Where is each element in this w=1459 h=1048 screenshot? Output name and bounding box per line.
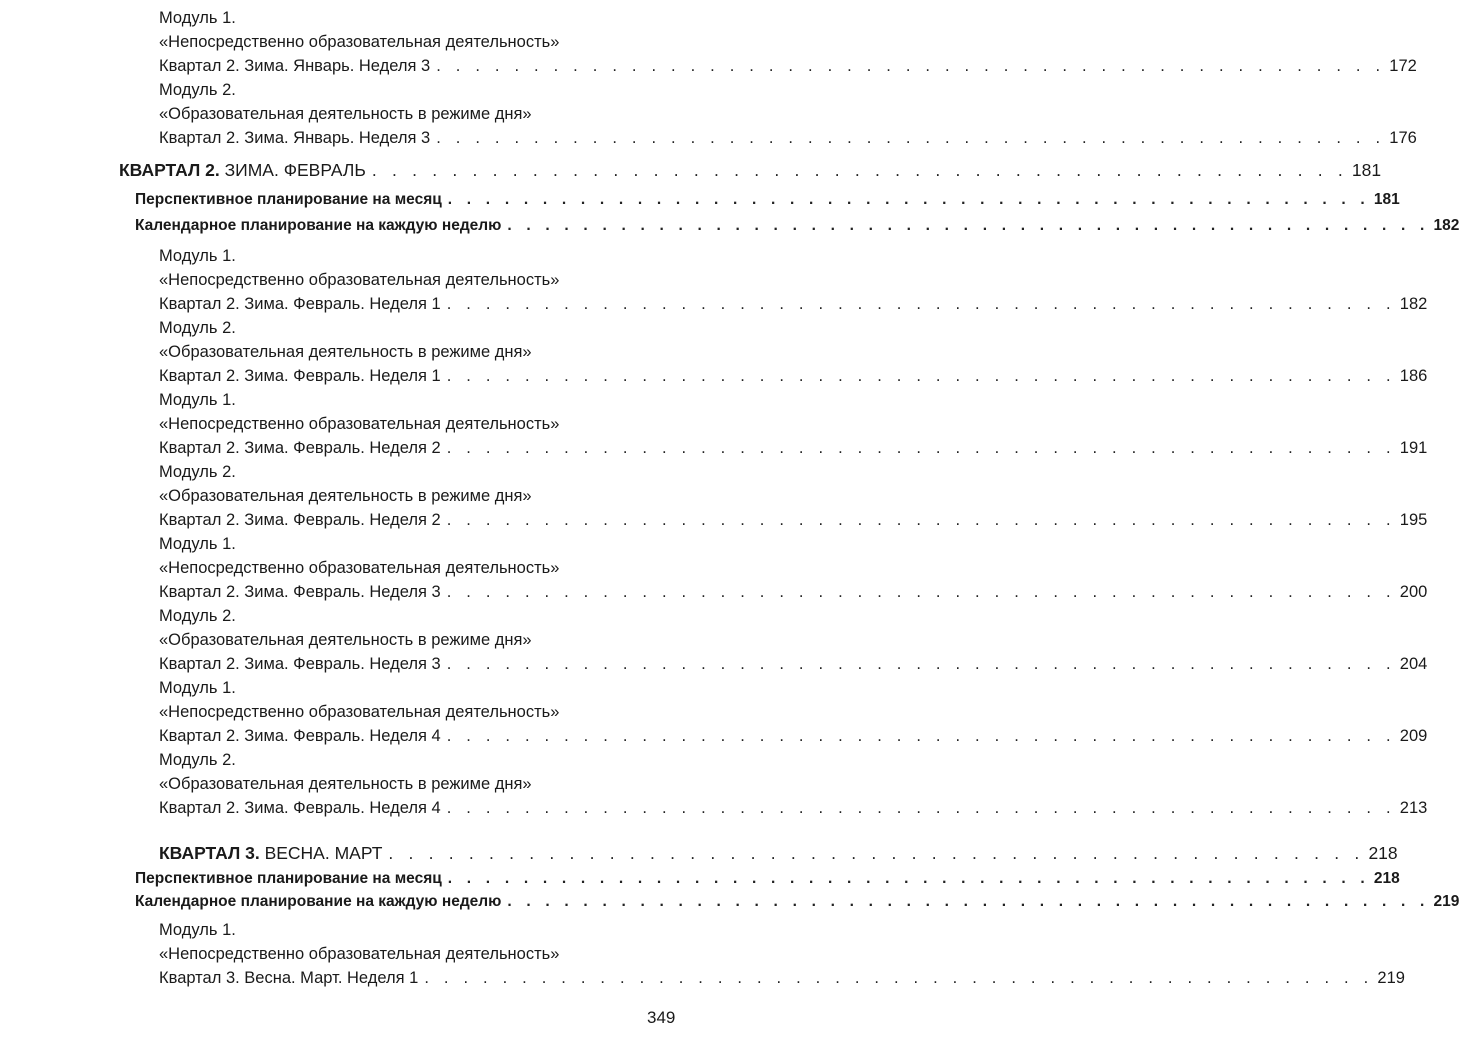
module-title: «Образовательная деятельность в режиме дня»	[159, 105, 532, 123]
leader-dots: . . . . . . . . . . . . . . . . . . . . . . . . . . . . . . . . . . . . . . . . . . . . . . . . .	[446, 799, 1396, 817]
leader-dots: . . . . . . . . . . . . . . . . . . . . . . . . . . . . . . . . . . . . . . . . . . . . . . . . .	[436, 57, 1386, 75]
leader-dots: . . . . . . . . . . . . . . . . . . . . . . . . . . . . . . . . . . . . . . . . . . . . . . . . .	[446, 511, 1396, 529]
toc-line	[159, 508, 1428, 532]
entry-text: Квартал 2. Зима. Февраль. Неделя 3	[159, 655, 441, 673]
leader-dots: . . . . . . . . . . . . . . . . . . . . . . . . . . . . . . . . . . . . . . . . . . . . . . . . .	[507, 893, 1430, 910]
module-title: «Непосредственно образовательная деятельность»	[159, 415, 560, 433]
module-label: Модуль 1.	[159, 247, 236, 265]
leader-dots: . . . . . . . . . . . . . . . . . . . . . . . . . . . . . . . . . . . . . . . . . . . . . . . . .	[507, 217, 1430, 234]
toc-line	[159, 652, 1428, 676]
leader-dots: . . . . . . . . . . . . . . . . . . . . . . . . . . . . . . . . . . . . . . . . . . . . . . . . .	[446, 295, 1396, 313]
page-number: 349	[647, 1008, 676, 1027]
module-label: Модуль 1.	[159, 9, 236, 27]
entry-text: Календарное планирование на каждую неделю	[135, 217, 502, 234]
page-ref: 182	[1399, 295, 1428, 313]
page-ref: 219	[1377, 969, 1405, 987]
entry-text: Квартал 2. Зима. Январь. Неделя 3	[159, 57, 431, 75]
page-ref: 181	[1351, 160, 1382, 180]
page-ref: 176	[1389, 129, 1417, 147]
quarter-season: ЗИМА. ФЕВРАЛЬ	[219, 160, 366, 180]
toc-line	[159, 126, 1417, 150]
entry-text: Перспективное планирование на месяц	[135, 191, 442, 208]
page-ref: 218	[1368, 843, 1398, 863]
module-title: «Образовательная деятельность в режиме дня»	[159, 343, 532, 361]
entry-text: Квартал 2. Зима. Февраль. Неделя 2	[159, 511, 441, 529]
entry-text: Квартал 2. Зима. Январь. Неделя 3	[159, 129, 431, 147]
quarter-season: ВЕСНА. МАРТ	[259, 843, 383, 863]
page-ref: 218	[1373, 870, 1400, 887]
toc-line	[159, 436, 1428, 460]
module-title: «Непосредственно образовательная деятельность»	[159, 703, 560, 721]
leader-dots: . . . . . . . . . . . . . . . . . . . . . . . . . . . . . . . . . . . . . . . . . . . . . . . . .	[371, 160, 1348, 180]
page-ref: 181	[1373, 191, 1400, 208]
module-label: Модуль 1.	[159, 535, 236, 553]
leader-dots: . . . . . . . . . . . . . . . . . . . . . . . . . . . . . . . . . . . . . . . . . . . . . . . . .	[436, 129, 1386, 147]
toc-line	[159, 724, 1428, 748]
page-ref: 213	[1399, 799, 1428, 817]
toc-line	[159, 966, 1405, 990]
leader-dots: . . . . . . . . . . . . . . . . . . . . . . . . . . . . . . . . . . . . . . . . . . . . . . . . .	[446, 583, 1396, 601]
quarter-heading	[119, 158, 1382, 182]
quarter-number: КВАРТАЛ 2.	[119, 160, 220, 180]
module-title: «Непосредственно образовательная деятельность»	[159, 559, 560, 577]
page-ref: 219	[1433, 893, 1459, 910]
entry-text: Квартал 2. Зима. Февраль. Неделя 2	[159, 439, 441, 457]
module-title: «Непосредственно образовательная деятельность»	[159, 271, 560, 289]
quarter-number: КВАРТАЛ 3.	[159, 843, 260, 863]
leader-dots: . . . . . . . . . . . . . . . . . . . . . . . . . . . . . . . . . . . . . . . . . . . . . . . . .	[446, 655, 1396, 673]
monthly-planning-entry	[135, 188, 1400, 212]
entry-text: Квартал 2. Зима. Февраль. Неделя 1	[159, 367, 441, 385]
module-label: Модуль 1.	[159, 921, 236, 939]
page-ref: 186	[1399, 367, 1428, 385]
page-ref: 209	[1399, 727, 1428, 745]
entry-text: Квартал 2. Зима. Февраль. Неделя 4	[159, 727, 441, 745]
entry-text: Календарное планирование на каждую неделю	[135, 893, 502, 910]
entry-text: Перспективное планирование на месяц	[135, 870, 442, 887]
page-ref: 200	[1399, 583, 1428, 601]
entry-text: Квартал 2. Зима. Февраль. Неделя 3	[159, 583, 441, 601]
weekly-planning-entry	[135, 214, 1459, 238]
module-label: Модуль 2.	[159, 463, 236, 481]
toc-line	[159, 292, 1428, 316]
page-ref: 172	[1389, 57, 1417, 75]
toc-line	[159, 796, 1428, 820]
quarter-heading	[159, 841, 1398, 865]
toc-line	[159, 580, 1428, 604]
page-ref: 182	[1433, 217, 1459, 234]
module-label: Модуль 1.	[159, 391, 236, 409]
toc-line	[159, 364, 1428, 388]
monthly-planning-entry	[135, 867, 1400, 891]
module-label: Модуль 2.	[159, 751, 236, 769]
leader-dots: . . . . . . . . . . . . . . . . . . . . . . . . . . . . . . . . . . . . . . . . . . . . . . . . .	[446, 727, 1396, 745]
leader-dots: . . . . . . . . . . . . . . . . . . . . . . . . . . . . . . . . . . . . . . . . . . . . . . . . .	[424, 969, 1374, 987]
toc-line	[159, 54, 1417, 78]
module-label: Модуль 1.	[159, 679, 236, 697]
entry-text: Квартал 3. Весна. Март. Неделя 1	[159, 969, 419, 987]
module-title: «Образовательная деятельность в режиме дня»	[159, 631, 532, 649]
weekly-planning-entry	[135, 890, 1459, 914]
module-title: «Непосредственно образовательная деятельность»	[159, 945, 560, 963]
module-label: Модуль 2.	[159, 319, 236, 337]
leader-dots: . . . . . . . . . . . . . . . . . . . . . . . . . . . . . . . . . . . . . . . . . . . . . . . . .	[446, 439, 1396, 457]
module-label: Модуль 2.	[159, 81, 236, 99]
module-title: «Непосредственно образовательная деятельность»	[159, 33, 560, 51]
entry-text: Квартал 2. Зима. Февраль. Неделя 4	[159, 799, 441, 817]
page-ref: 191	[1399, 439, 1428, 457]
leader-dots: . . . . . . . . . . . . . . . . . . . . . . . . . . . . . . . . . . . . . . . . . . . . . . . . .	[388, 843, 1365, 863]
leader-dots: . . . . . . . . . . . . . . . . . . . . . . . . . . . . . . . . . . . . . . . . . . . . . . . . .	[446, 367, 1396, 385]
module-title: «Образовательная деятельность в режиме дня»	[159, 775, 532, 793]
entry-text: Квартал 2. Зима. Февраль. Неделя 1	[159, 295, 441, 313]
module-label: Модуль 2.	[159, 607, 236, 625]
page-ref: 204	[1399, 655, 1428, 673]
leader-dots: . . . . . . . . . . . . . . . . . . . . . . . . . . . . . . . . . . . . . . . . . . . . . . . . .	[447, 191, 1370, 208]
module-title: «Образовательная деятельность в режиме дня»	[159, 487, 532, 505]
leader-dots: . . . . . . . . . . . . . . . . . . . . . . . . . . . . . . . . . . . . . . . . . . . . . . . . .	[447, 870, 1370, 887]
page-ref: 195	[1399, 511, 1428, 529]
